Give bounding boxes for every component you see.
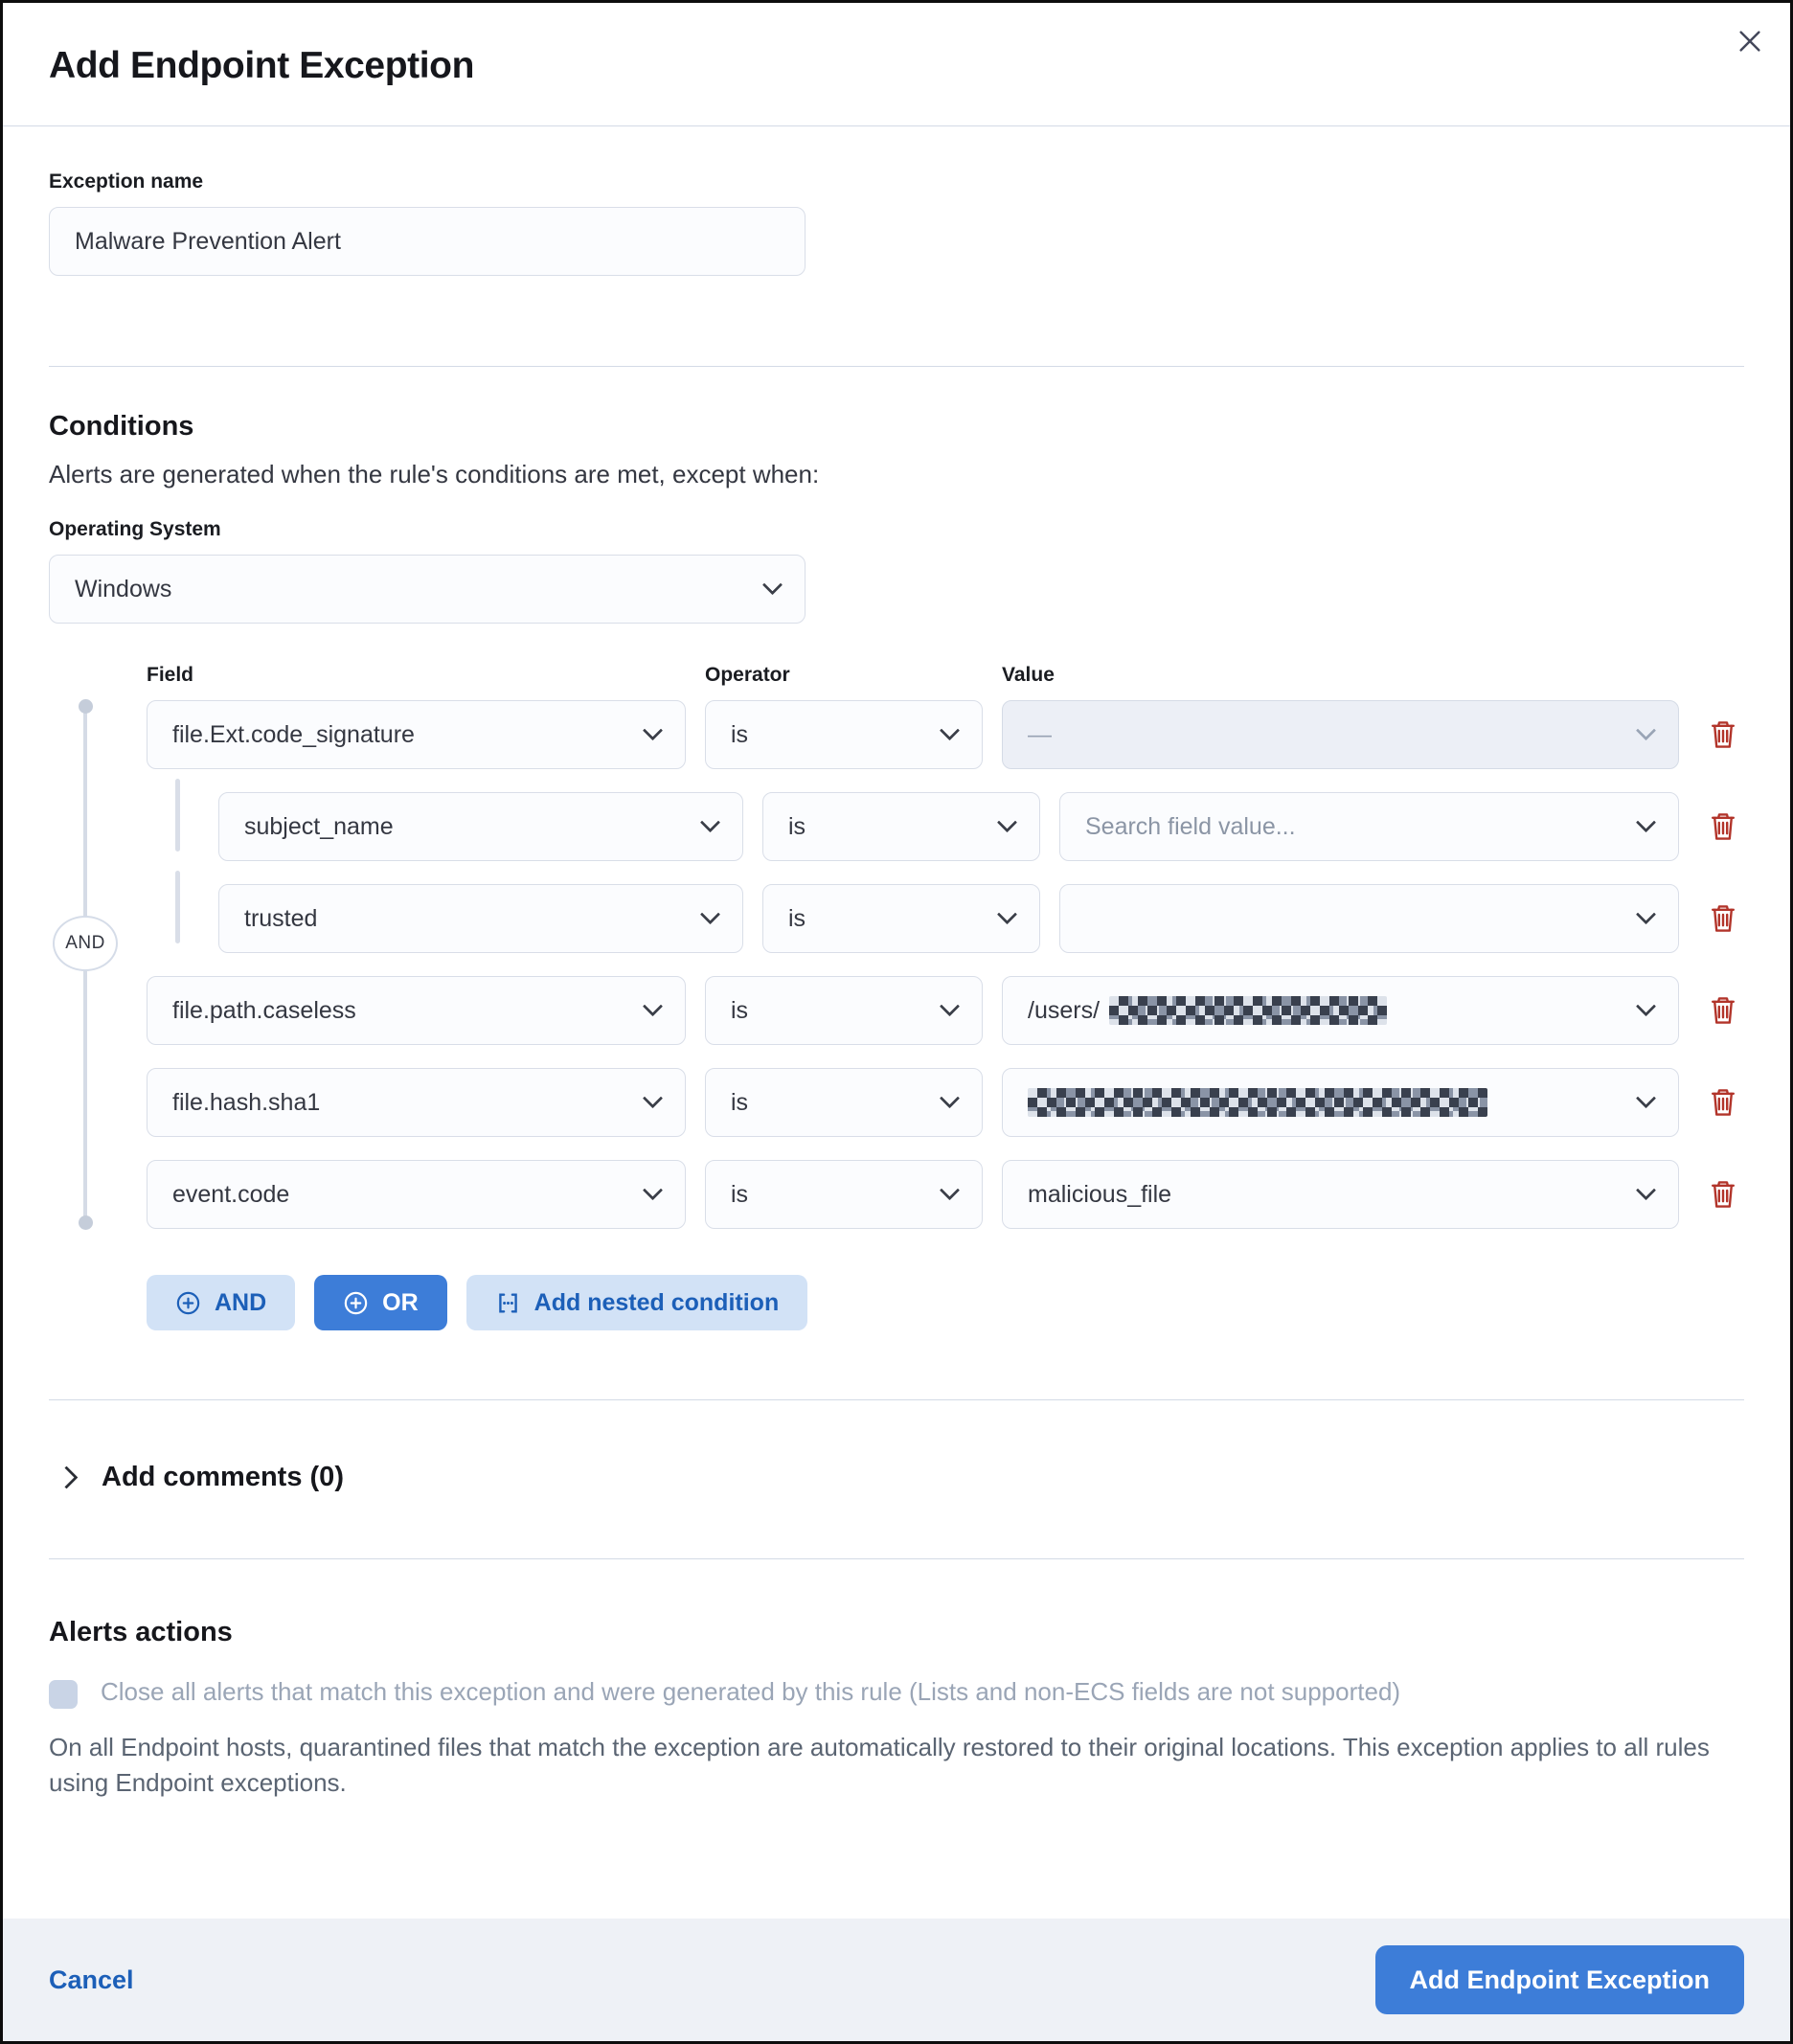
chevron-down-icon: [1636, 1180, 1656, 1200]
add-comments-accordion[interactable]: [49, 1400, 1744, 1493]
chevron-down-icon: [940, 720, 960, 740]
chevron-down-icon: [1636, 904, 1656, 924]
operating-system-select[interactable]: Windows: [49, 555, 806, 624]
chevron-down-icon: [643, 1088, 663, 1108]
operating-system-label: Operating System: [49, 518, 221, 540]
delete-condition-button[interactable]: [1702, 903, 1744, 934]
and-connector-rail: [65, 706, 105, 1223]
delete-condition-button[interactable]: [1702, 995, 1744, 1026]
value-select[interactable]: —: [1002, 700, 1679, 769]
redacted-value: [1028, 1088, 1487, 1117]
modal-header: [3, 3, 1790, 125]
delete-condition-button[interactable]: [1702, 719, 1744, 750]
nested-brackets-icon: [495, 1290, 521, 1316]
operator-select[interactable]: is: [705, 1160, 983, 1229]
modal-footer: [3, 1919, 1790, 2041]
value-combobox[interactable]: /users/: [1002, 976, 1679, 1045]
close-icon[interactable]: [1727, 18, 1773, 64]
operator-select[interactable]: is: [705, 976, 983, 1045]
chevron-down-icon: [643, 720, 663, 740]
operator-select[interactable]: is: [762, 884, 1040, 953]
trash-icon: [1708, 1179, 1738, 1210]
plus-circle-icon: [175, 1290, 201, 1316]
conditions-heading: Conditions: [49, 411, 194, 442]
chevron-down-icon: [643, 1180, 663, 1200]
condition-row: [147, 700, 1744, 769]
cancel-button[interactable]: Cancel: [49, 1965, 134, 1994]
field-select[interactable]: file.hash.sha1: [147, 1068, 686, 1137]
chevron-down-icon: [762, 575, 783, 595]
trash-icon: [1708, 811, 1738, 842]
add-nested-condition-button[interactable]: Add nested condition: [466, 1275, 808, 1330]
alerts-actions-description: On all Endpoint hosts, quarantined files that match the exception are automatically restored to their original locations. This exception applies to all rules using Endpoint exceptions.: [49, 1733, 1710, 1797]
chevron-down-icon: [1636, 996, 1656, 1016]
condition-row-nested: [218, 884, 1744, 953]
chevron-down-icon: [940, 1088, 960, 1108]
divider: [49, 366, 1744, 367]
field-select[interactable]: file.path.caseless: [147, 976, 686, 1045]
delete-condition-button[interactable]: [1702, 1179, 1744, 1210]
field-select[interactable]: subject_name: [218, 792, 743, 861]
redacted-value: [1109, 996, 1387, 1025]
chevron-down-icon: [997, 812, 1017, 832]
chevron-down-icon: [1636, 1088, 1656, 1108]
chevron-right-icon: [55, 1465, 78, 1488]
close-alerts-row: [49, 1677, 1744, 1709]
field-select[interactable]: event.code: [147, 1160, 686, 1229]
condition-row: [147, 976, 1744, 1045]
value-combobox[interactable]: [1002, 1068, 1679, 1137]
chevron-down-icon: [1636, 720, 1656, 740]
add-comments-label: Add comments (0): [102, 1462, 344, 1492]
field-column-label: Field: [147, 664, 194, 686]
operator-column-label: Operator: [705, 664, 790, 686]
chevron-down-icon: [940, 1180, 960, 1200]
chevron-down-icon: [1636, 812, 1656, 832]
field-select[interactable]: trusted: [218, 884, 743, 953]
chevron-down-icon: [940, 996, 960, 1016]
builder-column-labels: [49, 664, 1744, 687]
chevron-down-icon: [643, 996, 663, 1016]
field-select[interactable]: file.Ext.code_signature: [147, 700, 686, 769]
condition-row: [147, 1160, 1744, 1229]
value-combobox[interactable]: Search field value...: [1059, 792, 1679, 861]
chevron-down-icon: [700, 812, 720, 832]
trash-icon: [1708, 1087, 1738, 1118]
add-or-button[interactable]: OR: [314, 1275, 447, 1330]
close-alerts-checkbox[interactable]: [49, 1680, 78, 1709]
chevron-down-icon: [997, 904, 1017, 924]
condition-row: [147, 1068, 1744, 1137]
value-column-label: Value: [1002, 664, 1055, 686]
add-and-button[interactable]: AND: [147, 1275, 295, 1330]
exception-name-input[interactable]: Malware Prevention Alert: [49, 207, 806, 276]
operator-select[interactable]: is: [705, 700, 983, 769]
page-title: Add Endpoint Exception: [49, 45, 475, 86]
operator-select[interactable]: is: [762, 792, 1040, 861]
builder-buttons: [49, 1275, 1744, 1330]
divider: [49, 1558, 1744, 1559]
and-connector-badge: AND: [53, 916, 118, 971]
add-endpoint-exception-button[interactable]: Add Endpoint Exception: [1375, 1945, 1744, 2014]
delete-condition-button[interactable]: [1702, 1087, 1744, 1118]
plus-circle-icon: [343, 1290, 369, 1316]
close-alerts-label: Close all alerts that match this exception and were generated by this rule (Lists and non-ECS fields are not supported): [101, 1677, 1401, 1706]
operator-select[interactable]: is: [705, 1068, 983, 1137]
value-combobox[interactable]: malicious_file: [1002, 1160, 1679, 1229]
condition-rows: [49, 700, 1744, 1229]
value-combobox[interactable]: [1059, 884, 1679, 953]
delete-condition-button[interactable]: [1702, 811, 1744, 842]
modal-body: [3, 126, 1790, 1919]
chevron-down-icon: [700, 904, 720, 924]
trash-icon: [1708, 719, 1738, 750]
trash-icon: [1708, 903, 1738, 934]
alerts-actions-heading: Alerts actions: [49, 1617, 233, 1647]
exception-name-label: Exception name: [49, 170, 204, 193]
trash-icon: [1708, 995, 1738, 1026]
conditions-description: Alerts are generated when the rule's conditions are met, except when:: [49, 460, 820, 488]
condition-row-nested: [218, 792, 1744, 861]
